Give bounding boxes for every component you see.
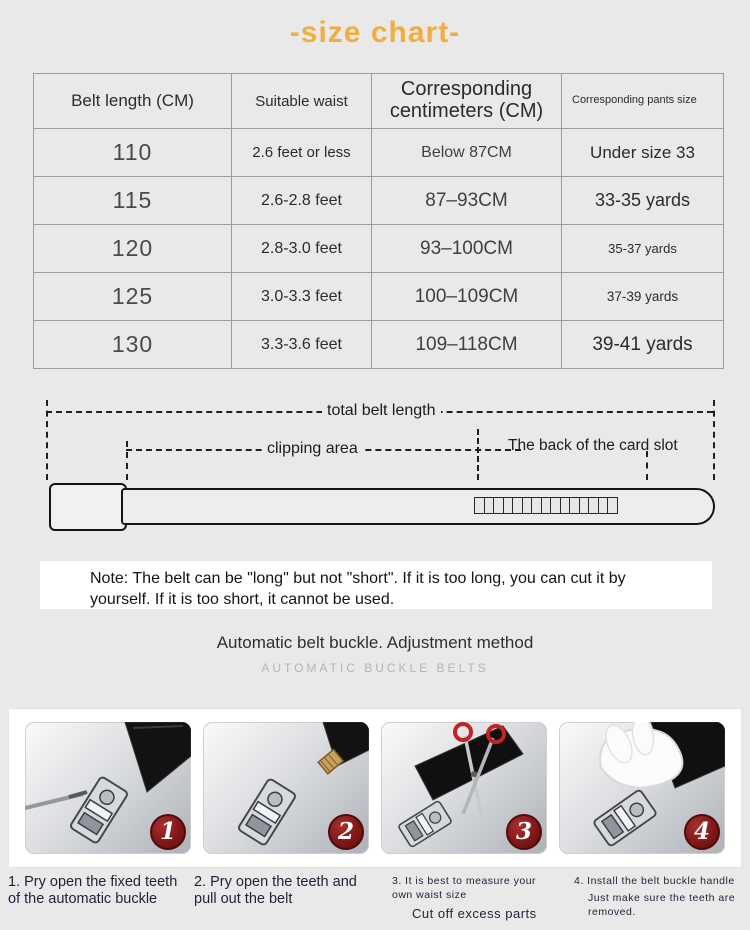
card-slot-teeth [474, 497, 617, 514]
cell-cm: 100–109CM [372, 273, 562, 321]
col-header-pants-size: Corresponding pants size [562, 74, 724, 129]
belt-buckle-drawing [49, 483, 127, 531]
step1-caption [8, 874, 184, 921]
clipping-end-tick [477, 429, 479, 480]
col-header-corresponding-cm: Corresponding centimeters (CM) [372, 74, 562, 129]
cell-waist: 2.6-2.8 feet [232, 177, 372, 225]
caption-text: 3. It is best to measure your own waist size [392, 875, 537, 902]
cell-waist: 3.3-3.6 feet [232, 321, 372, 369]
cell-waist: 2.6 feet or less [232, 129, 372, 177]
caption-subtext: Just make sure the teeth are removed. [588, 892, 736, 919]
diagram-right-boundary [713, 400, 715, 480]
page-title: -size chart- [289, 16, 461, 49]
cell-pants: 39-41 yards [562, 321, 724, 369]
card-slot-label: The back of the card slot [508, 437, 678, 454]
table-row [34, 129, 724, 177]
section-title: Automatic belt buckle. Adjustment method [216, 633, 534, 652]
cell-pants: 37-39 yards [562, 273, 724, 321]
clipping-start-tick [126, 441, 128, 480]
clipping-area-label: clipping area [262, 440, 363, 458]
cell-pants: 33-35 yards [562, 177, 724, 225]
cell-cm: Below 87CM [372, 129, 562, 177]
caption-text: 1. Pry open the fixed teeth of the automatic buckle [8, 874, 178, 908]
cell-belt-length: 125 [34, 273, 232, 321]
note-text: Note: The belt can be "long" but not "short". If it is too long, you can cut it by yourself. If it is too short, it cannot be used. [40, 561, 712, 609]
cell-pants: 35-37 yards [562, 225, 724, 273]
col-header-belt-length: Belt length (CM) [34, 74, 232, 129]
cell-belt-length: 115 [34, 177, 232, 225]
cell-cm: 87–93CM [372, 177, 562, 225]
total-length-label: total belt length [322, 402, 441, 420]
cell-belt-length: 130 [34, 321, 232, 369]
step-badge-2: 2 [328, 814, 364, 850]
step1-photo [25, 722, 191, 854]
cell-waist: 2.8-3.0 feet [232, 225, 372, 273]
cell-waist: 3.0-3.3 feet [232, 273, 372, 321]
cell-belt-length: 110 [34, 129, 232, 177]
cell-pants: Under size 33 [562, 129, 724, 177]
step3-photo [381, 722, 547, 854]
step3-caption [380, 874, 556, 921]
step2-caption [194, 874, 370, 921]
step-badge-4: 4 [684, 814, 720, 850]
table-row [34, 177, 724, 225]
step4-caption [566, 874, 742, 921]
table-header-row [34, 74, 724, 129]
step-photos-container [8, 708, 742, 868]
cell-belt-length: 120 [34, 225, 232, 273]
caption-text: 2. Pry open the teeth and pull out the belt [194, 874, 357, 908]
cell-cm: 93–100CM [372, 225, 562, 273]
cell-cm: 109–118CM [372, 321, 562, 369]
step4-photo [559, 722, 725, 854]
table-row [34, 321, 724, 369]
size-chart-table [33, 73, 724, 369]
belt-strap-drawing [121, 488, 715, 525]
step-badge-1: 1 [150, 814, 186, 850]
step-captions [8, 874, 742, 921]
step-badge-3: 3 [506, 814, 542, 850]
col-header-suitable-waist: Suitable waist [232, 74, 372, 129]
caption-text: 4. Install the belt buckle handle [574, 875, 735, 887]
table-row [34, 225, 724, 273]
table-row [34, 273, 724, 321]
step2-photo [203, 722, 369, 854]
section-subtitle: AUTOMATIC BUCKLE BELTS [261, 661, 489, 675]
caption-subtext: Cut off excess parts [412, 906, 537, 922]
